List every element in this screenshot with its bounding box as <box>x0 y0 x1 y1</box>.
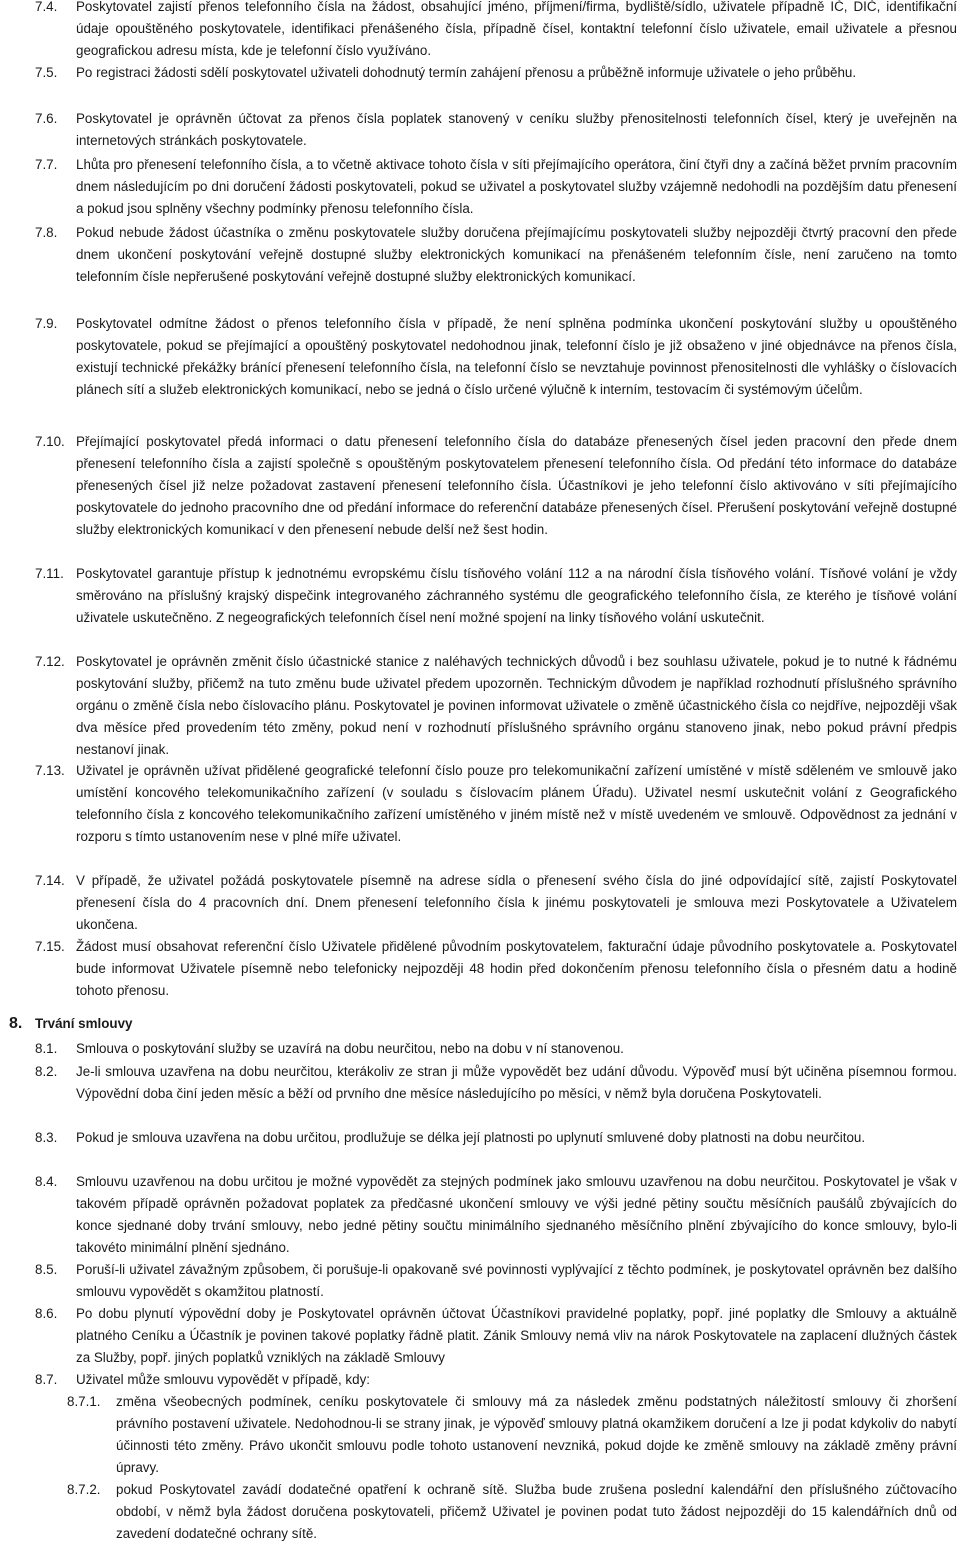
clause-number: 8.1. <box>35 1041 58 1056</box>
clause-text: Smlouvu uzavřenou na dobu určitou je možné vypovědět za stejných podmínek jako smlouvu uzavřenou na dobu neurčitou. Poskytovatel je však v takovém případě oprávněn požadovat poplatek za předčasné ukončení smlouvy ve výši jedné pětiny součtu měsíčních paušálů zbývajících do konce sjednané doby trvání smlouvy, nebo jedné pětiny součtu minimálního sjednaného měsíčního plnění zbývajícího do konce smlouvy, bylo-li takovéto minimální plnění sjednáno. <box>76 1174 957 1255</box>
clause-number: 8.6. <box>35 1306 58 1321</box>
clause-number: 7.9. <box>35 316 58 331</box>
clause-text: Poskytovatel je oprávněn změnit číslo účastnické stanice z naléhavých technických důvodů i bez souhlasu uživatele, pokud je to nutné k řádnému poskytování služby, přičemž na tuto změnu bude uživatel předem upozorněn. Technickým důvodem je například rozhodnutí příslušného správního orgánu o změně čísla nebo číslovacího plánu. Poskytovatel je povinen informovat uživatele o změně účastnického čísla co nejdříve, nejpozději však dva měsíce před provedením této změny, pokud není v rozhodnutí příslušného správního orgánu stanoveno jinak, nebo pokud právní předpis nestanoví jinak. <box>76 654 957 757</box>
clause-text: Uživatel může smlouvu vypovědět v případě, kdy: <box>76 1372 370 1387</box>
clause-text: Lhůta pro přenesení telefonního čísla, a to včetně aktivace tohoto čísla v síti přejímajícího operátora, činí čtyři dny a začíná běžet prvním pracovním dnem následujícím po dni doručení žádosti poskytovateli, pokud se uživatel a poskytovatel služby vzájemně nedohodli na pozdějším datu přenesení a pokud jsou splněny všechny podmínky přenosu telefonního čísla. <box>76 157 957 216</box>
clause-number: 8.7.2. <box>67 1482 101 1497</box>
section-title: Trvání smlouvy <box>35 1016 133 1031</box>
clause-number: 8.4. <box>35 1174 58 1189</box>
clause-text: Poskytovatel zajistí přenos telefonního čísla na žádost, obsahující jméno, příjmení/firma, bydliště/sídlo, uživatele případně IČ, DIČ, identifikační údaje opouštěného poskytovatele, identifikaci přenášeného čísla, případně čísel, kontaktní telefonní číslo uživatele, email uživatele a přesnou geografickou adresu místa, kde je telefonní číslo využíváno. <box>76 0 957 58</box>
clause-number: 7.10. <box>35 434 65 449</box>
clause-text: Poskytovatel je oprávněn účtovat za přenos čísla poplatek stanovený v ceníku služby přenositelnosti telefonních čísel, který je uveřejněn na internetových stránkách poskytovatele. <box>76 111 957 148</box>
clause-text: Pokud nebude žádost účastníka o změnu poskytovatele služby doručena přejímajícímu poskytovateli služby nejpozději čtvrtý pracovní den přede dnem ukončení poskytování veřejně dostupné služby elektronických komunikací na přenášeném telefonním čísle, není zaručeno na tomto telefonním čísle nepřerušené poskytování veřejně dostupné služby elektronických komunikací. <box>76 225 957 284</box>
section-number: 8. <box>9 1015 23 1032</box>
clause-number: 7.15. <box>35 939 65 954</box>
clause-text: Je-li smlouva uzavřena na dobu neurčitou, kterákoliv ze stran ji může vypovědět bez udání důvodu. Výpověď musí být učiněna písemnou formou. Výpovědní doba činí jeden měsíc a běží od prvního dne měsíce následujícího po měsíci, v němž byla doručena Poskytovateli. <box>76 1064 957 1101</box>
clause-text: Žádost musí obsahovat referenční číslo Uživatele přidělené původním poskytovatelem, fakturační údaje původního poskytovatele a. Poskytovatel bude informovat Uživatele písemně nebo telefonicky nejpozději 48 hodin před dokončením přenosu telefonního čísla o přesném datu a hodině tohoto přenosu. <box>76 939 957 998</box>
clause-number: 7.4. <box>35 0 58 14</box>
clause-text: Přejímající poskytovatel předá informaci o datu přenesení telefonního čísla do databáze přenesených čísel jeden pracovní den přede dnem přenesení telefonního čísla a zajistí společně s opouštěným poskytovatelem přenesení telefonního čísla. Od předání této informace do databáze přenesených čísel již nelze požadovat zastavení přenesení telefonního čísla. Účastníkovi je jeho telefonní číslo aktivováno v síti přejímajícího poskytovatele do jednoho pracovního dne od předání informace do referenční databáze přenesených čísel. Přerušení poskytování veřejně dostupné služby elektronických komunikací v den přenesení nebude delší než šest hodin. <box>76 434 957 537</box>
clause-text: pokud Poskytovatel zavádí dodatečné opatření k ochraně sítě. Služba bude zrušena poslední kalendářní den příslušného zúčtovacího období, v němž byla žádost doručena poskytovateli, přičemž Uživatel je povinen podat tuto žádost nejpozději do 15 kalendářních dnů od zavedení dodatečné ochrany sítě. <box>116 1482 957 1541</box>
clause-number: 7.12. <box>35 654 65 669</box>
clause-text: Smlouva o poskytování služby se uzavírá na dobu neurčitou, nebo na dobu v ní stanovenou. <box>76 1041 624 1056</box>
clause-text: Po registraci žádosti sdělí poskytovatel uživateli dohodnutý termín zahájení přenosu a průběžně informuje uživatele o jeho průběhu. <box>76 65 857 80</box>
clause-number: 7.7. <box>35 157 58 172</box>
clause-number: 7.5. <box>35 65 58 80</box>
clause-number: 8.7. <box>35 1372 58 1387</box>
clause-number: 8.7.1. <box>67 1394 101 1409</box>
clause-text: Pokud je smlouva uzavřena na dobu určitou, prodlužuje se délka její platnosti po uplynutí smluvené doby platnosti na dobu neurčitou. <box>76 1130 866 1145</box>
clause-number: 7.13. <box>35 763 65 778</box>
clause-text: Poskytovatel garantuje přístup k jednotnému evropskému číslu tísňového volání 112 a na národní čísla tísňového volání. Tísňové volání je vždy směrováno na příslušný krajský dispečink integrovaného záchranného systému dle geografického telefonního čísla, ze kterého je tísňové volání uživatele uskutečněno. Z negeografických telefonních čísel není možné spojení na linky tísňového volání uskutečnit. <box>76 566 957 625</box>
clause-text: Poskytovatel odmítne žádost o přenos telefonního čísla v případě, že není splněna podmínka ukončení poskytování služby u opouštěného poskytovatele, pokud se přejímající a opouštěný poskytovatel nedohodnou jinak, telefonní číslo je již obsaženo v jiné objednávce na přenos čísla, existují technické překážky bránící přenesení telefonního čísla, na telefonní číslo se nevztahuje povinnost přenositelnosti dle vyhlášky o číslovacích plánech sítí a služeb elektronických komunikací, nebo se jedná o číslo určené výlučně k interním, testovacím či systémovým účelům. <box>76 316 957 397</box>
clause-number: 7.14. <box>35 873 65 888</box>
clause-text: Uživatel je oprávněn užívat přidělené geografické telefonní číslo pouze pro telekomunikační zařízení umístěné v místě sděleném ve smlouvě jako umístění koncového telekomunikačního zařízení (v souladu s číslovacím plánem Úřadu). Uživatel nesmí uskutečnit volání z Geografického telefonního čísla z koncového telekomunikačního zařízení umístěného v jiném místě než v místě uvedeném ve smlouvě. Odpovědnost za jednání v rozporu s tímto ustanovením nese v plné míře uživatel. <box>76 763 957 844</box>
clause-text: Po dobu plynutí výpovědní doby je Poskytovatel oprávněn účtovat Účastníkovi pravidelné poplatky, popř. jiné poplatky dle Smlouvy a aktuálně platného Ceníku a Účastník je povinen takové poplatky řádně platit. Zánik Smlouvy nemá vliv na nárok Poskytovatele na zaplacení dlužných částek za Služby, popř. jiných poplatků vzniklých na základě Smlouvy <box>76 1306 957 1365</box>
clause-text: Poruší-li uživatel závažným způsobem, či porušuje-li opakovaně své povinnosti vyplývající z těchto podmínek, je poskytovatel oprávněn bez dalšího smlouvu vypovědět s okamžitou platností. <box>76 1262 957 1299</box>
clause-number: 7.8. <box>35 225 58 240</box>
clause-number: 7.6. <box>35 111 58 126</box>
clause-number: 8.3. <box>35 1130 58 1145</box>
clause-number: 8.2. <box>35 1064 58 1079</box>
clause-text: V případě, že uživatel požádá poskytovatele písemně na adrese sídla o přenesení svého čísla do jiné odpovídající sítě, zajistí Poskytovatel přenesení čísla do 4 pracovních dní. Dnem přenesení telefonního čísla k jinému poskytovateli je smlouva mezi Poskytovatele a Uživatelem ukončena. <box>76 873 957 932</box>
clause-number: 8.5. <box>35 1262 58 1277</box>
clause-number: 7.11. <box>35 566 64 581</box>
clause-text: změna všeobecných podmínek, ceníku poskytovatele či smlouvy má za následek změnu podstatných náležitostí smlouvy či zhoršení právního postavení uživatele. Nedohodnou-li se strany jinak, je výpověď smlouvy platná okamžikem doručení a lze ji podat kdykoliv do nabytí účinnosti této změny. Právo ukončit smlouvu podle tohoto ustanovení nevzniká, pokud dojde ke změně smlouvy na základě změny právní úpravy. <box>116 1394 957 1475</box>
